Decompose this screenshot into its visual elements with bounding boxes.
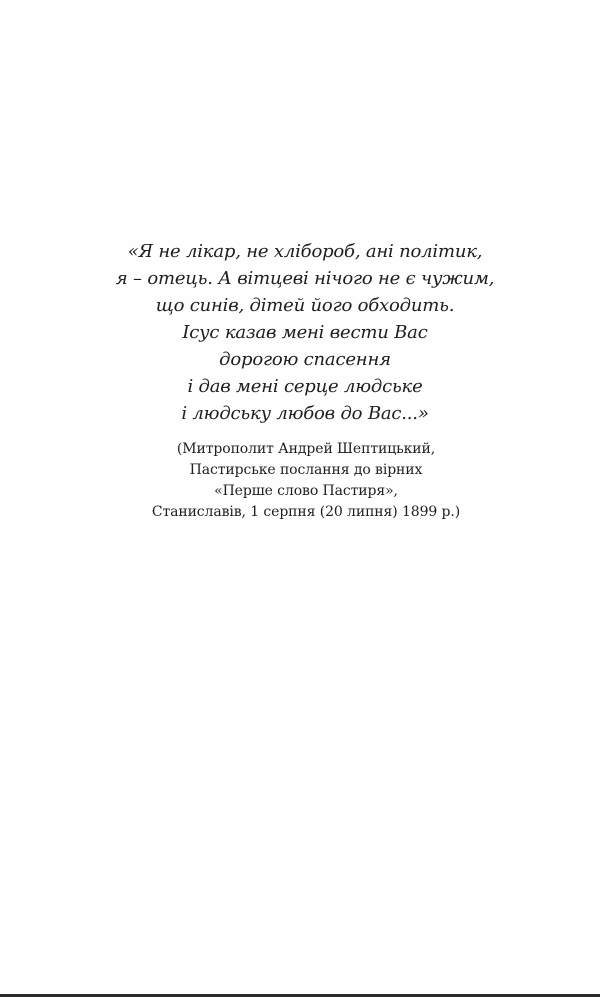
quote-line-7: і людську любов до Вас...» — [181, 403, 429, 424]
epigraph — [0, 238, 600, 523]
quote-line-2: я – отець. А вітцеві нічого не є чужим, — [115, 268, 495, 289]
attribution-line-4: Станиславів, 1 серпня (20 липня) 1899 р.) — [151, 504, 461, 520]
epigraph-attribution — [0, 439, 600, 523]
quote-line-4: Ісус казав мені вести Вас — [182, 322, 428, 343]
quote-line-3: що синів, дітей його обходить. — [155, 295, 455, 316]
attribution-line-2: Пастирське послання до вірних — [189, 462, 423, 478]
quote-line-5: дорогою спасення — [219, 349, 391, 370]
quote-line-6: і дав мені серце людське — [187, 376, 423, 397]
attribution-line-3: «Перше слово Пастиря», — [214, 483, 398, 499]
epigraph-quote — [0, 238, 600, 427]
quote-line-1: «Я не лікар, не хлібороб, ані політик, — [127, 241, 483, 262]
attribution-line-1: (Митрополит Андрей Шептицький, — [176, 441, 436, 457]
